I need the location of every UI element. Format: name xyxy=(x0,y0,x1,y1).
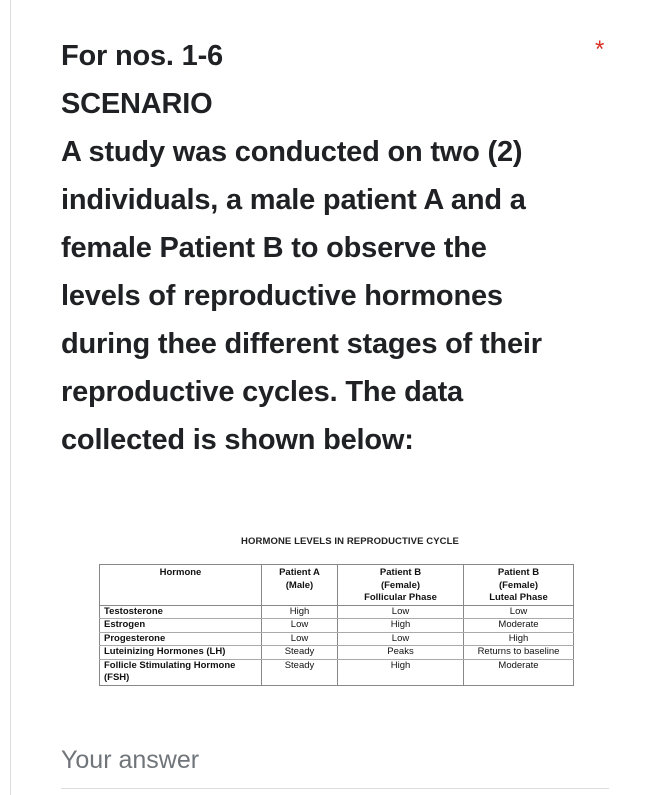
table-cell: High xyxy=(464,632,574,646)
answer-input[interactable]: Your answer xyxy=(61,746,200,774)
required-marker: * xyxy=(595,36,605,63)
table-cell: Peaks xyxy=(338,646,464,660)
header-text: Luteal Phase xyxy=(489,592,548,603)
answer-underline xyxy=(61,788,609,789)
header-patient-a xyxy=(262,565,338,606)
table-cell: Low xyxy=(464,605,574,619)
table-cell: Moderate xyxy=(464,619,574,633)
table-cell: High xyxy=(338,619,464,633)
table-cell: Low xyxy=(338,605,464,619)
table-row xyxy=(100,646,574,660)
header-text: Patient B xyxy=(379,567,422,578)
header-patient-b-luteal xyxy=(464,565,574,606)
question-line: SCENARIO xyxy=(61,88,213,120)
question-line: individuals, a male patient A and a xyxy=(61,184,526,216)
table-cell: Steady xyxy=(262,659,338,685)
header-hormone xyxy=(100,565,262,606)
question-line: reproductive cycles. The data xyxy=(61,376,463,408)
question-line: levels of reproductive hormones xyxy=(61,280,503,312)
header-text: (Female) xyxy=(380,579,421,591)
table-cell: Low xyxy=(262,632,338,646)
table-cell: High xyxy=(338,659,464,685)
question-line: female Patient B to observe the xyxy=(61,232,487,264)
table-header-row xyxy=(100,565,574,606)
question-title xyxy=(61,32,601,464)
table-cell: Testosterone xyxy=(100,605,262,619)
hormone-table xyxy=(99,564,574,686)
table-cell: Luteinizing Hormones (LH) xyxy=(100,646,262,660)
table-row xyxy=(100,619,574,633)
header-text: Hormone xyxy=(159,567,202,578)
table-cell: Follicle Stimulating Hormone (FSH) xyxy=(100,659,262,685)
table-cell: Low xyxy=(262,619,338,633)
header-patient-b-follicular xyxy=(338,565,464,606)
header-text: Patient A xyxy=(279,567,320,578)
question-image xyxy=(99,536,575,686)
question-card xyxy=(10,0,657,795)
table-row xyxy=(100,605,574,619)
table-cell: Estrogen xyxy=(100,619,262,633)
table-cell: Low xyxy=(338,632,464,646)
header-text: (Male) xyxy=(285,579,314,591)
question-line: For nos. 1-6 xyxy=(61,40,223,72)
question-line: A study was conducted on two (2) xyxy=(61,136,523,168)
table-cell: Moderate xyxy=(464,659,574,685)
table-cell: High xyxy=(262,605,338,619)
header-text: (Female) xyxy=(498,579,539,591)
header-text: Follicular Phase xyxy=(364,592,437,603)
header-text: Patient B xyxy=(497,567,540,578)
table-cell: Steady xyxy=(262,646,338,660)
table-cell: Progesterone xyxy=(100,632,262,646)
table-row xyxy=(100,659,574,685)
table-title: HORMONE LEVELS IN REPRODUCTIVE CYCLE xyxy=(241,536,459,547)
question-line: during thee different stages of their xyxy=(61,328,542,360)
table-cell: Returns to baseline xyxy=(464,646,574,660)
table-row xyxy=(100,632,574,646)
question-line: collected is shown below: xyxy=(61,424,414,456)
